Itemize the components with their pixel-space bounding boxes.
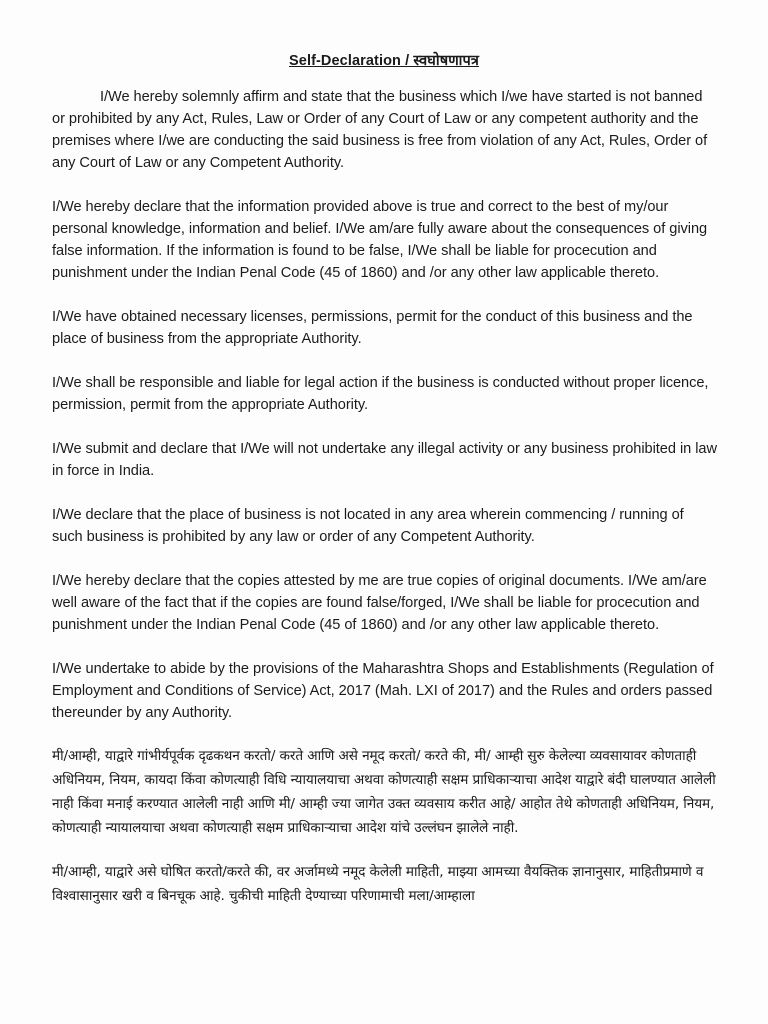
paragraph-licenses-obtained: I/We have obtained necessary licenses, permissions, permit for the conduct of this business and the place of business from the appropriate Authority. [52, 309, 693, 347]
paragraph-spacer [52, 350, 718, 372]
paragraph-spacer [52, 482, 718, 504]
paragraph-location-not-prohibited: I/We declare that the place of business is not located in any area wherein commencing / running of such business is prohibited by any law or order of any Competent Authority. [52, 507, 684, 545]
paragraph-spacer [52, 174, 718, 196]
paragraph-marathi-affirmation: मी/आम्ही, याद्वारे गांभीर्यपूर्वक दृढकथन करतो/ करते आणि असे नमूद करतो/ करते की, मी/ आम्ही सुरु केलेल्या व्यवसायावर कोणताही अधिनियम, नियम, कायदा किंवा कोणत्याही विधि न्यायालयाचा अथवा कोणत्याही सक्षम प्राधिकाऱ्याचा आदेश याद्वारे बंदी घालण्यात आलेली नाही किंवा मनाई करण्यात आलेली नाही आणि मी/ आम्ही ज्या जागेत उक्त व्यवसाय करीत आहे/ आहोत तेथे कोणताही अधिनियम, नियम, कोणत्याही न्यायालयाचा अथवा कोणत्याही सक्षम प्राधिकाऱ्याचा आदेश यांचे उल्लंघन झालेले नाही. [52, 748, 716, 836]
paragraph-marathi-declaration: मी/आम्ही, याद्वारे असे घोषित करतो/करते की, वर अर्जामध्ये नमूद केलेली माहिती, माझ्या आमच्या वैयक्तिक ज्ञानानुसार, माहितीप्रमाणे व विश्वासानुसार खरी व बिनचूक आहे. चुकीची माहिती देण्याच्या परिणामाची मला/आम्हाला [52, 864, 704, 904]
paragraph-true-copies: I/We hereby declare that the copies attested by me are true copies of original documents. I/We am/are well aware of the fact that if the copies are found false/forged, I/We shall be liable for procecution and punishment under the Indian Penal Code (45 of 1860) and /or any other law applicable thereto. [52, 573, 707, 633]
paragraph-abide-act: I/We undertake to abide by the provisions of the Maharashtra Shops and Establishments (Regulation of Employment and Conditions of Service) Act, 2017 (Mah. LXI of 2017) and the Rules and orders passed thereunder by any Authority. [52, 661, 714, 721]
paragraph-no-illegal-activity: I/We submit and declare that I/We will not undertake any illegal activity or any business prohibited in law in force in India. [52, 441, 717, 479]
paragraph-spacer [52, 724, 718, 744]
paragraph-spacer [52, 416, 718, 438]
paragraph-spacer [52, 284, 718, 306]
paragraph-spacer [52, 840, 718, 860]
paragraph-information-true: I/We hereby declare that the information provided above is true and correct to the best of my/our personal knowledge, information and belief. I/We am/are fully aware about the consequences of giving false information. If the information is found to be false, I/We shall be liable for procecution and punishment under the Indian Penal Code (45 of 1860) and /or any other law applicable thereto. [52, 199, 708, 281]
page-title: Self-Declaration / स्वघोषणापत्र [289, 53, 479, 69]
paragraph-spacer [52, 636, 718, 658]
document-body [52, 86, 718, 908]
paragraph-affirmation: I/We hereby solemnly affirm and state that the business which I/we have started is not banned or prohibited by any Act, Rules, Law or Order of any Court of Law or any competent authority and the premises where I/we are conducting the said business is free from violation of any Act, Rules, Order of any Court of Law or any Competent Authority. [52, 89, 708, 171]
paragraph-spacer [52, 548, 718, 570]
paragraph-legal-liability: I/We shall be responsible and liable for legal action if the business is conducted without proper licence, permission, permit from the appropriate Authority. [52, 375, 709, 413]
